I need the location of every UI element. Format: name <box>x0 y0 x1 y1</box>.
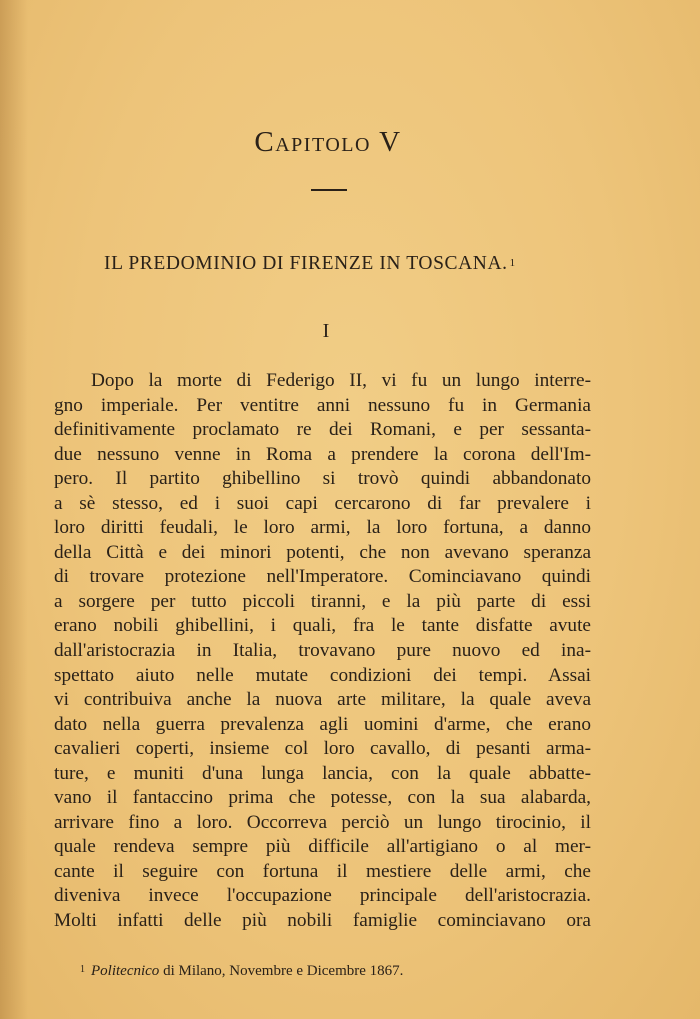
text-line: di trovare protezione nell'Imperatore. Cominciavano quindi <box>54 566 591 588</box>
text-line: della Città e dei minori potenti, che non avevano speranza <box>54 541 591 563</box>
text-line: vi contribuiva anche la nuova arte militare, la quale aveva <box>54 689 591 711</box>
title-divider-rule <box>311 189 347 191</box>
section-heading-text: IL PREDOMINIO DI FIRENZE IN TOSCANA. <box>104 253 508 274</box>
footnote <box>80 963 403 980</box>
text-line: pero. Il partito ghibellino si trovò quindi abbandonato <box>54 468 591 490</box>
section-heading <box>104 253 516 275</box>
text-line: dato nella guerra prevalenza agli uomini d'arme, che erano <box>54 713 591 735</box>
footnote-marker: 1 <box>80 964 85 975</box>
text-line: quale rendeva sempre più difficile all'artigiano o al mer- <box>54 836 591 858</box>
text-line: dall'aristocrazia in Italia, trovavano pure nuovo ed ina- <box>54 640 591 662</box>
text-line: loro diritti feudali, le loro armi, la loro fortuna, a danno <box>54 517 591 539</box>
text-line: diveniva invece l'occupazione principale dell'aristocrazia. <box>54 885 591 907</box>
text-line: due nessuno venne in Roma a prendere la corona dell'Im- <box>54 443 591 465</box>
chapter-title: Capitolo V <box>254 126 402 158</box>
text-line: erano nobili ghibellini, i quali, fra le tante disfatte avute <box>54 615 591 637</box>
section-number: I <box>322 320 330 342</box>
text-line: gno imperiale. Per ventitre anni nessuno fu in Germania <box>54 394 591 416</box>
text-line: vano il fantaccino prima che potesse, con la sua alabarda, <box>54 787 591 809</box>
text-line: cante il seguire con fortuna il mestiere delle armi, che <box>54 860 591 882</box>
text-line: spettato aiuto nelle mutate condizioni dei tempi. Assai <box>54 664 591 686</box>
text-line: a sè stesso, ed i suoi capi cercarono di far prevalere i <box>54 492 591 514</box>
footnote-reference: 1 <box>509 257 516 269</box>
text-line: arrivare fino a loro. Occorreva perciò un lungo tirocinio, il <box>54 811 591 833</box>
text-line: Molti infatti delle più nobili famiglie cominciavano ora <box>54 910 591 932</box>
text-line: ture, e muniti d'una lunga lancia, con la quale abbatte- <box>54 762 591 784</box>
text-line: definitivamente proclamato re dei Romani, e per sessanta- <box>54 419 591 441</box>
footnote-source: Politecnico <box>91 963 160 979</box>
body-paragraph <box>54 369 591 934</box>
footnote-text: di Milano, Novembre e Dicembre 1867. <box>163 963 404 979</box>
text-line: cavalieri coperti, insieme col loro cavallo, di pesanti arma- <box>54 738 591 760</box>
text-line: Dopo la morte di Federigo II, vi fu un lungo interre- <box>91 370 591 391</box>
text-line: a sorgere per tutto piccoli tiranni, e la più parte di essi <box>54 590 591 612</box>
